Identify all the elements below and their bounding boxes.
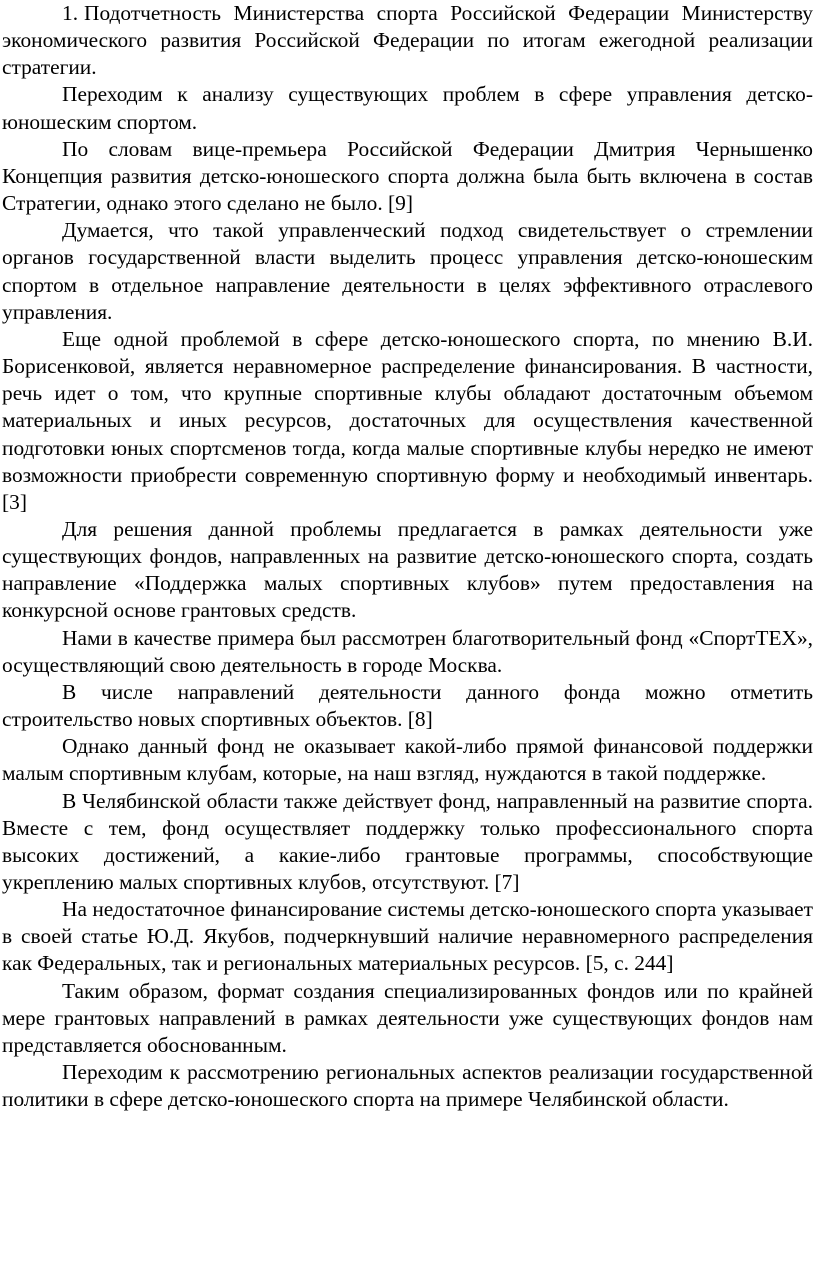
paragraph: На недостаточное финансирование системы детско-юношеского спорта указывает в своей статье Ю.Д. Якубов, подчеркнувший наличие неравномерного распределения как Федеральных, так и региональных материальных ресурсов. [5, с. 244] (2, 897, 813, 976)
paragraph: По словам вице-премьера Российской Федерации Дмитрия Чернышенко Концепция развития детско-юношеского спорта должна была быть включена в состав Стратегии, однако этого сделано не было. [9] (2, 136, 813, 216)
paragraph: Еще одной проблемой в сфере детско-юношеского спорта, по мнению В.И. Борисенковой, является неравномерное распределение финансирования. В частности, речь идет о том, что крупные спортивные клубы обладают достаточным объемом материальных и иных ресурсов, достаточных для осуществления качественной подготовки юных спортсменов тогда, когда малые спортивные клубы нередко не имеют возможности приобрести современную спортивную форму и необходимый инвентарь. [3] (2, 326, 813, 514)
list-item-text: Подотчетность Министерства спорта Российской Федерации Министерству экономического развития Российской Федерации по итогам ежегодной реализации стратегии. (2, 1, 813, 80)
paragraph: Нами в качестве примера был рассмотрен благотворительный фонд «СпортТЕХ», осуществляющий свою деятельность в городе Москва. (2, 625, 813, 677)
paragraph: Таким образом, формат создания специализированных фондов или по крайней мере грантовых направлений в рамках деятельности уже существующих фондов нам представляется обоснованным. (2, 978, 813, 1057)
list-item (2, 0, 813, 81)
list-item-number: 1. (62, 1, 79, 25)
paragraph: Переходим к анализу существующих проблем в сфере управления детско-юношеским спортом. (2, 82, 813, 134)
paragraph: Однако данный фонд не оказывает какой-либо прямой финансовой поддержки малым спортивным клубам, которые, на наш взгляд, нуждаются в такой поддержке. (2, 734, 813, 786)
paragraph: Думается, что такой управленческий подход свидетельствует о стремлении органов государственной власти выделить процесс управления детско-юношеским спортом в отдельное направление деятельности в целях эффективного отраслевого управления. (2, 218, 813, 324)
paragraph: Переходим к рассмотрению региональных аспектов реализации государственной политики в сфере детско-юношеского спорта на примере Челябинской области. (2, 1060, 813, 1112)
paragraph: В Челябинской области также действует фонд, направленный на развитие спорта. Вместе с тем, фонд осуществляет поддержку только профессионального спорта высоких достижений, а какие-либо грантовые программы, способствующие укреплению малых спортивных клубов, отсутствуют. [7] (2, 788, 813, 894)
paragraph: В числе направлений деятельности данного фонда можно отметить строительство новых спортивных объектов. [8] (2, 679, 813, 732)
paragraph: Для решения данной проблемы предлагается в рамках деятельности уже существующих фондов, направленных на развитие детско-юношеского спорта, создать направление «Поддержка малых спортивных клубов» путем предоставления на конкурсной основе грантовых средств. (2, 516, 813, 623)
document-page (2, 0, 813, 1113)
